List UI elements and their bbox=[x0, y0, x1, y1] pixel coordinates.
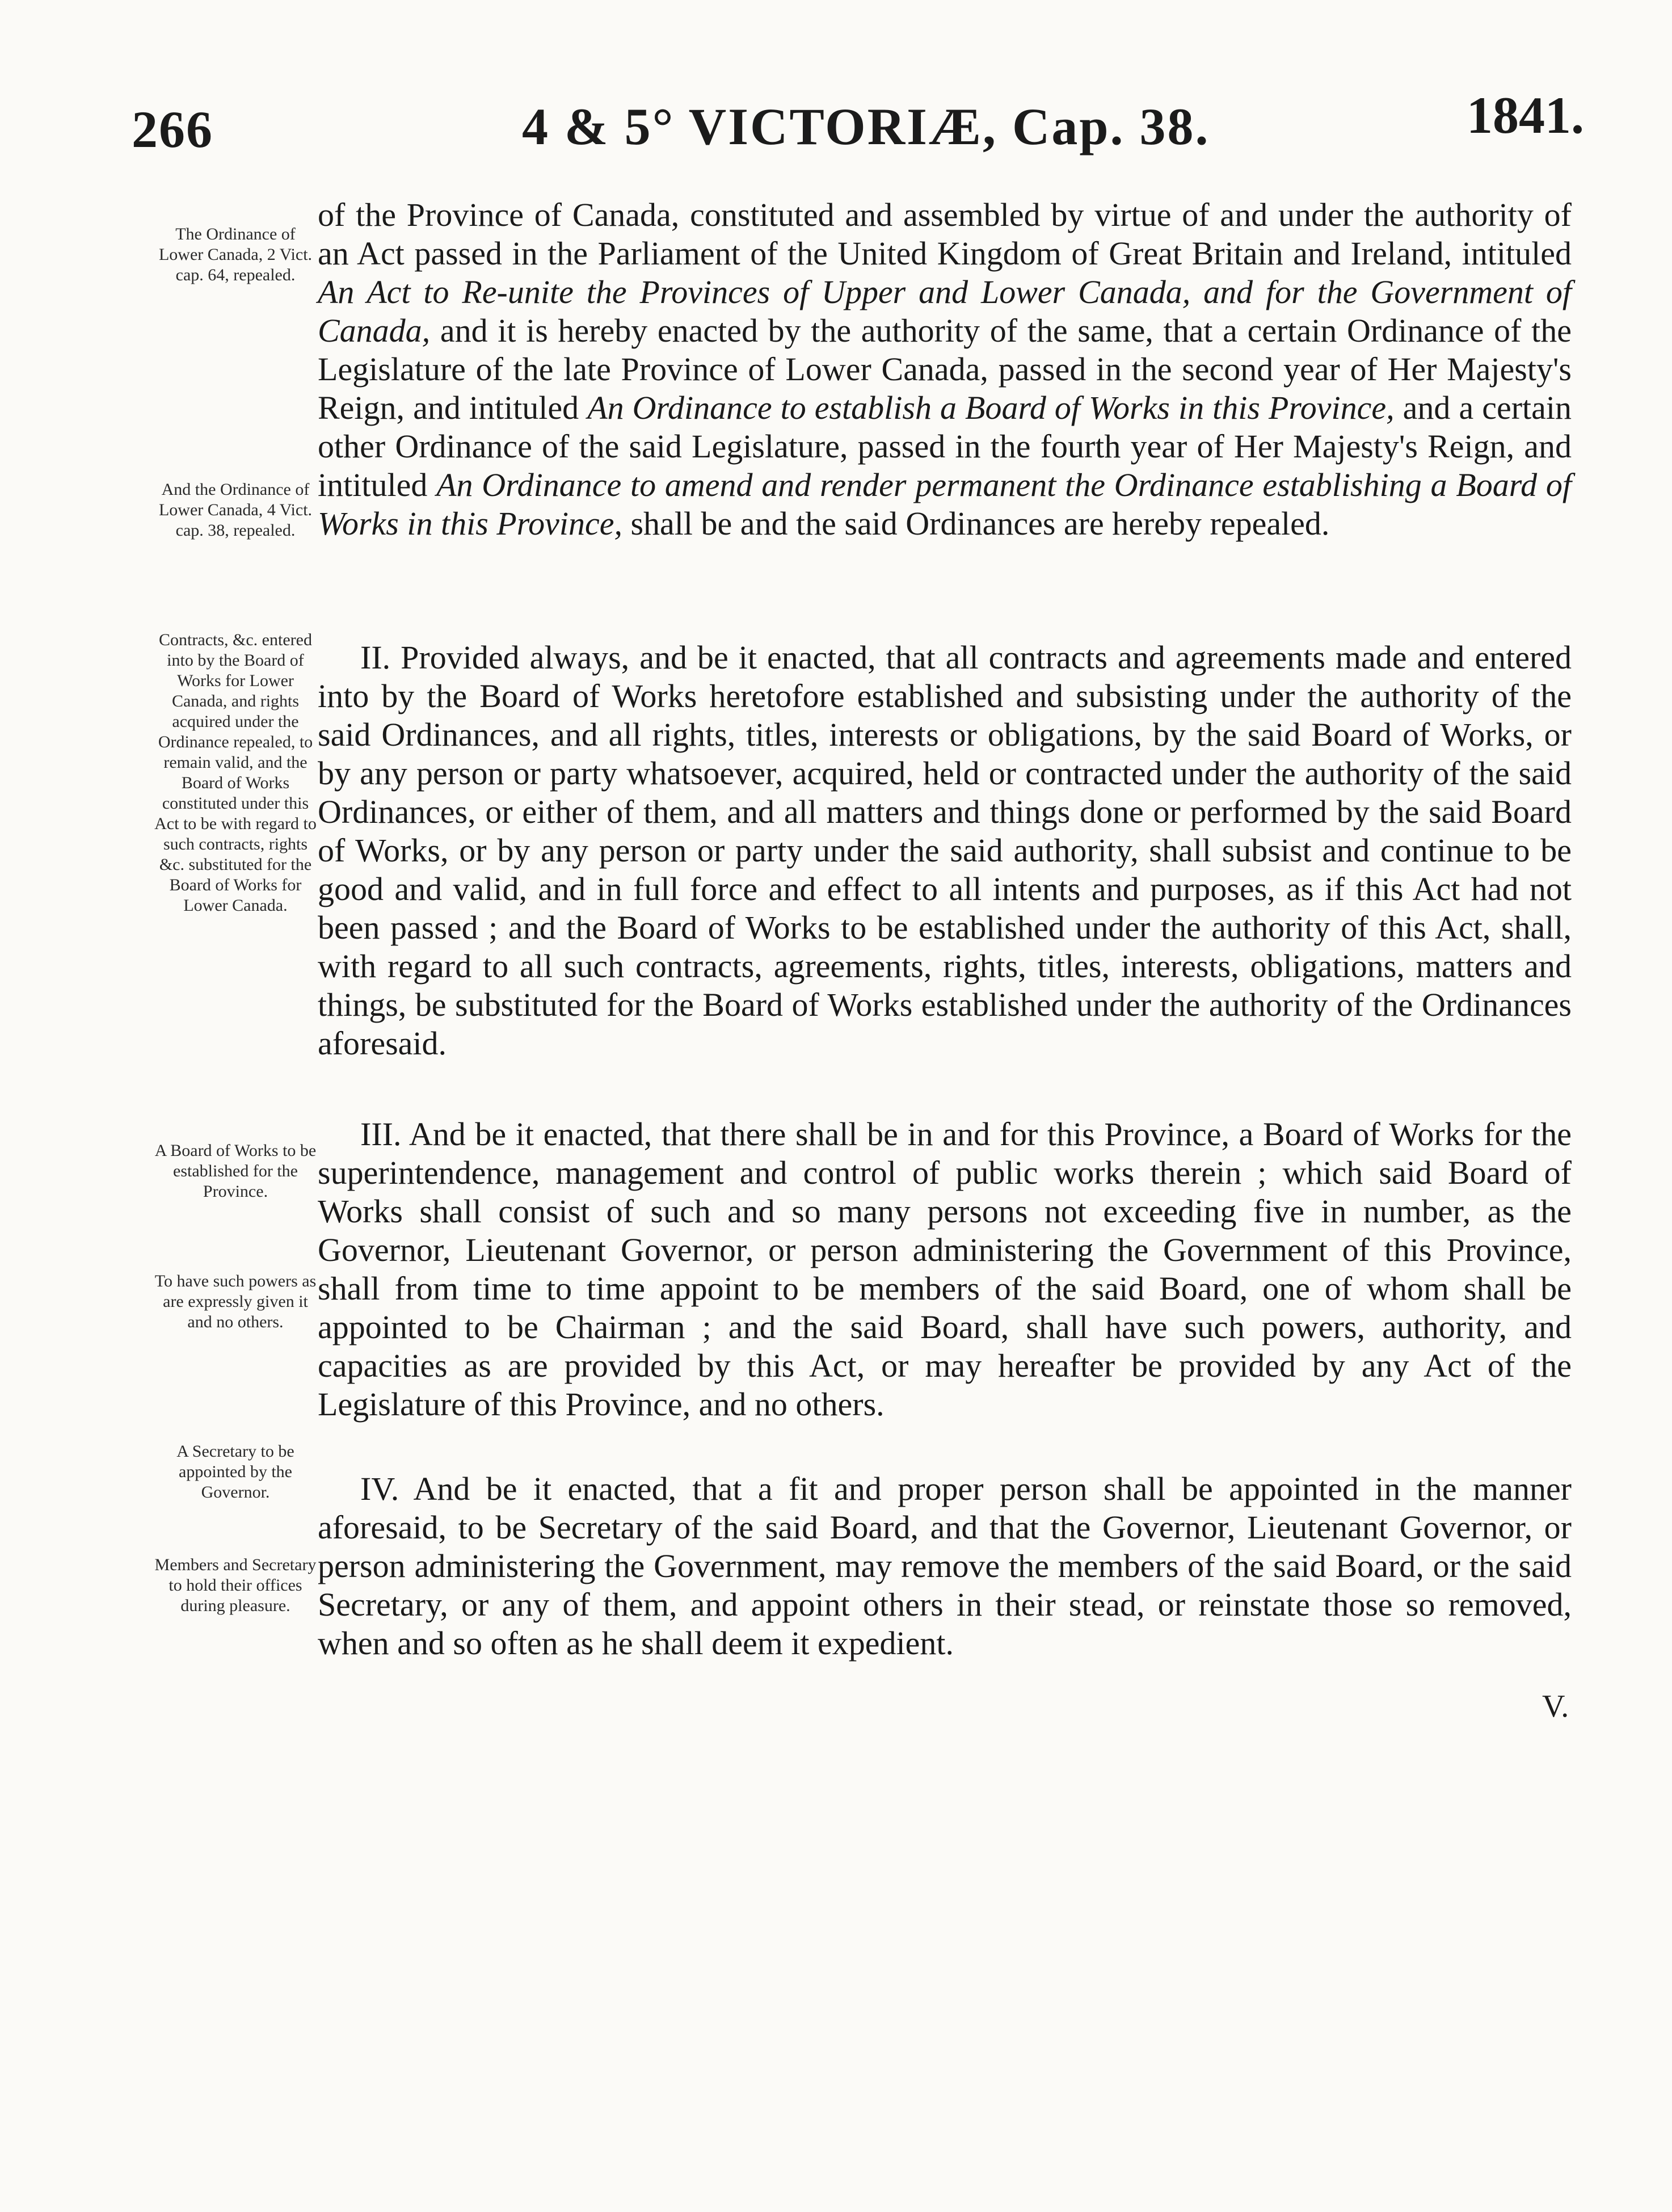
section-1-text: and it is hereby enacted by the authority of the same, that a certain Ordinance of the Legislature of the late Province of Lower Canada, passed in the second year of Her Majesty's Reign, and intituled bbox=[318, 312, 1572, 426]
section-1 bbox=[318, 196, 1572, 543]
section-4 bbox=[318, 1470, 1572, 1663]
section-4-text: IV. And be it enacted, that a fit and proper person shall be appointed in the manner aforesaid, to be Secretary of the said Board, and that the Governor, Lieutenant Governor, or person administering the Government, may remove the members of the said Board, or the said Secretary, or any of them, and appoint others in their stead, or reinstate those so removed, when and so often as he shall deem it expedient. bbox=[318, 1470, 1572, 1662]
margin-note: Members and Secretary to hold their offices during pleasure. bbox=[154, 1555, 317, 1615]
margin-note: The Ordinance of Lower Canada, 2 Vict. cap. 64, repealed. bbox=[158, 225, 313, 284]
section-2-text: II. Provided always, and be it enacted, that all contracts and agreements made and entered into by the Board of Works heretofore established and subsisting under the authority of the said Ordinances, and all rights, titles, interests or obligations, by the said Board of Works, or by any person or party whatsoever, acquired, held or contracted under the authority of the said Ordinances, or either of them, and all matters and things done or performed by the said Board of Works, or by any person or party under the said authority, shall subsist and continue to be good and valid, and in full force and effect to all intents and purposes, as if this Act had not been passed ; and the Board of Works to be established under the authority of this Act, shall, with regard to all such contracts, agreements, rights, titles, interests, obligations, matters and things, be substituted for the Board of Works established under the authority of the Ordinances aforesaid. bbox=[318, 639, 1572, 1062]
margin-note: And the Ordinance of Lower Canada, 4 Vict. cap. 38, repealed. bbox=[158, 480, 313, 540]
section-3 bbox=[318, 1115, 1572, 1424]
ordinance-title: An Ordinance to establish a Board of Works in this Province, bbox=[587, 389, 1395, 426]
section-3-text: III. And be it enacted, that there shall be in and for this Province, a Board of Works for the superintendence, management and control of public works therein ; which said Board of Works shall consist of such and so many persons not exceeding five in number, as the Governor, Lieutenant Governor, or person administering the Government of this Province, shall from time to time appoint to be members of the said Board, one of whom shall be appointed to be Chairman ; and the said Board, shall have such powers, authority, and capacities as are provided by this Act, or may hereafter be provided by any Act of the Legislature of this Province, and no others. bbox=[318, 1116, 1572, 1423]
section-1-text: shall be and the said Ordinances are hereby repealed. bbox=[622, 505, 1330, 542]
ordinance-title: An Ordinance to amend and render permanent the Ordinance establishing a Board of Works in this Province, bbox=[318, 466, 1572, 542]
section-1-text: and a certain other Ordinance of the said Legislature, passed in the fourth year of Her Majesty's Reign, and intituled bbox=[318, 389, 1572, 503]
margin-note: To have such powers as are expressly given it and no others. bbox=[154, 1272, 317, 1331]
act-title: An Act to Re-unite the Provinces of Upper and Lower Canada, and for the Government of Canada, bbox=[318, 274, 1572, 349]
running-title: 4 & 5° VICTORIÆ, Cap. 38. bbox=[522, 98, 1210, 155]
section-1-text: of the Province of Canada, constituted and assembled by virtue of and under the authority of an Act passed in the Parliament of the United Kingdom of Great Britain and Ireland, intituled bbox=[318, 196, 1572, 272]
margin-note: A Board of Works to be established for the Province. bbox=[154, 1141, 317, 1201]
catchword: V. bbox=[1542, 1689, 1569, 1724]
section-2 bbox=[318, 638, 1572, 1063]
page-number: 266 bbox=[132, 100, 213, 158]
margin-note: Contracts, &c. entered into by the Board of Works for Lower Canada, and rights acquired under the Ordinance repealed, to remain valid, and the Board of Works constituted under this Act to be with regard to such contracts, rights &c. substituted for the Board of Works for Lower Canada. bbox=[154, 630, 317, 915]
year: 1841. bbox=[1467, 86, 1584, 144]
margin-note: A Secretary to be appointed by the Governor. bbox=[176, 1442, 294, 1502]
